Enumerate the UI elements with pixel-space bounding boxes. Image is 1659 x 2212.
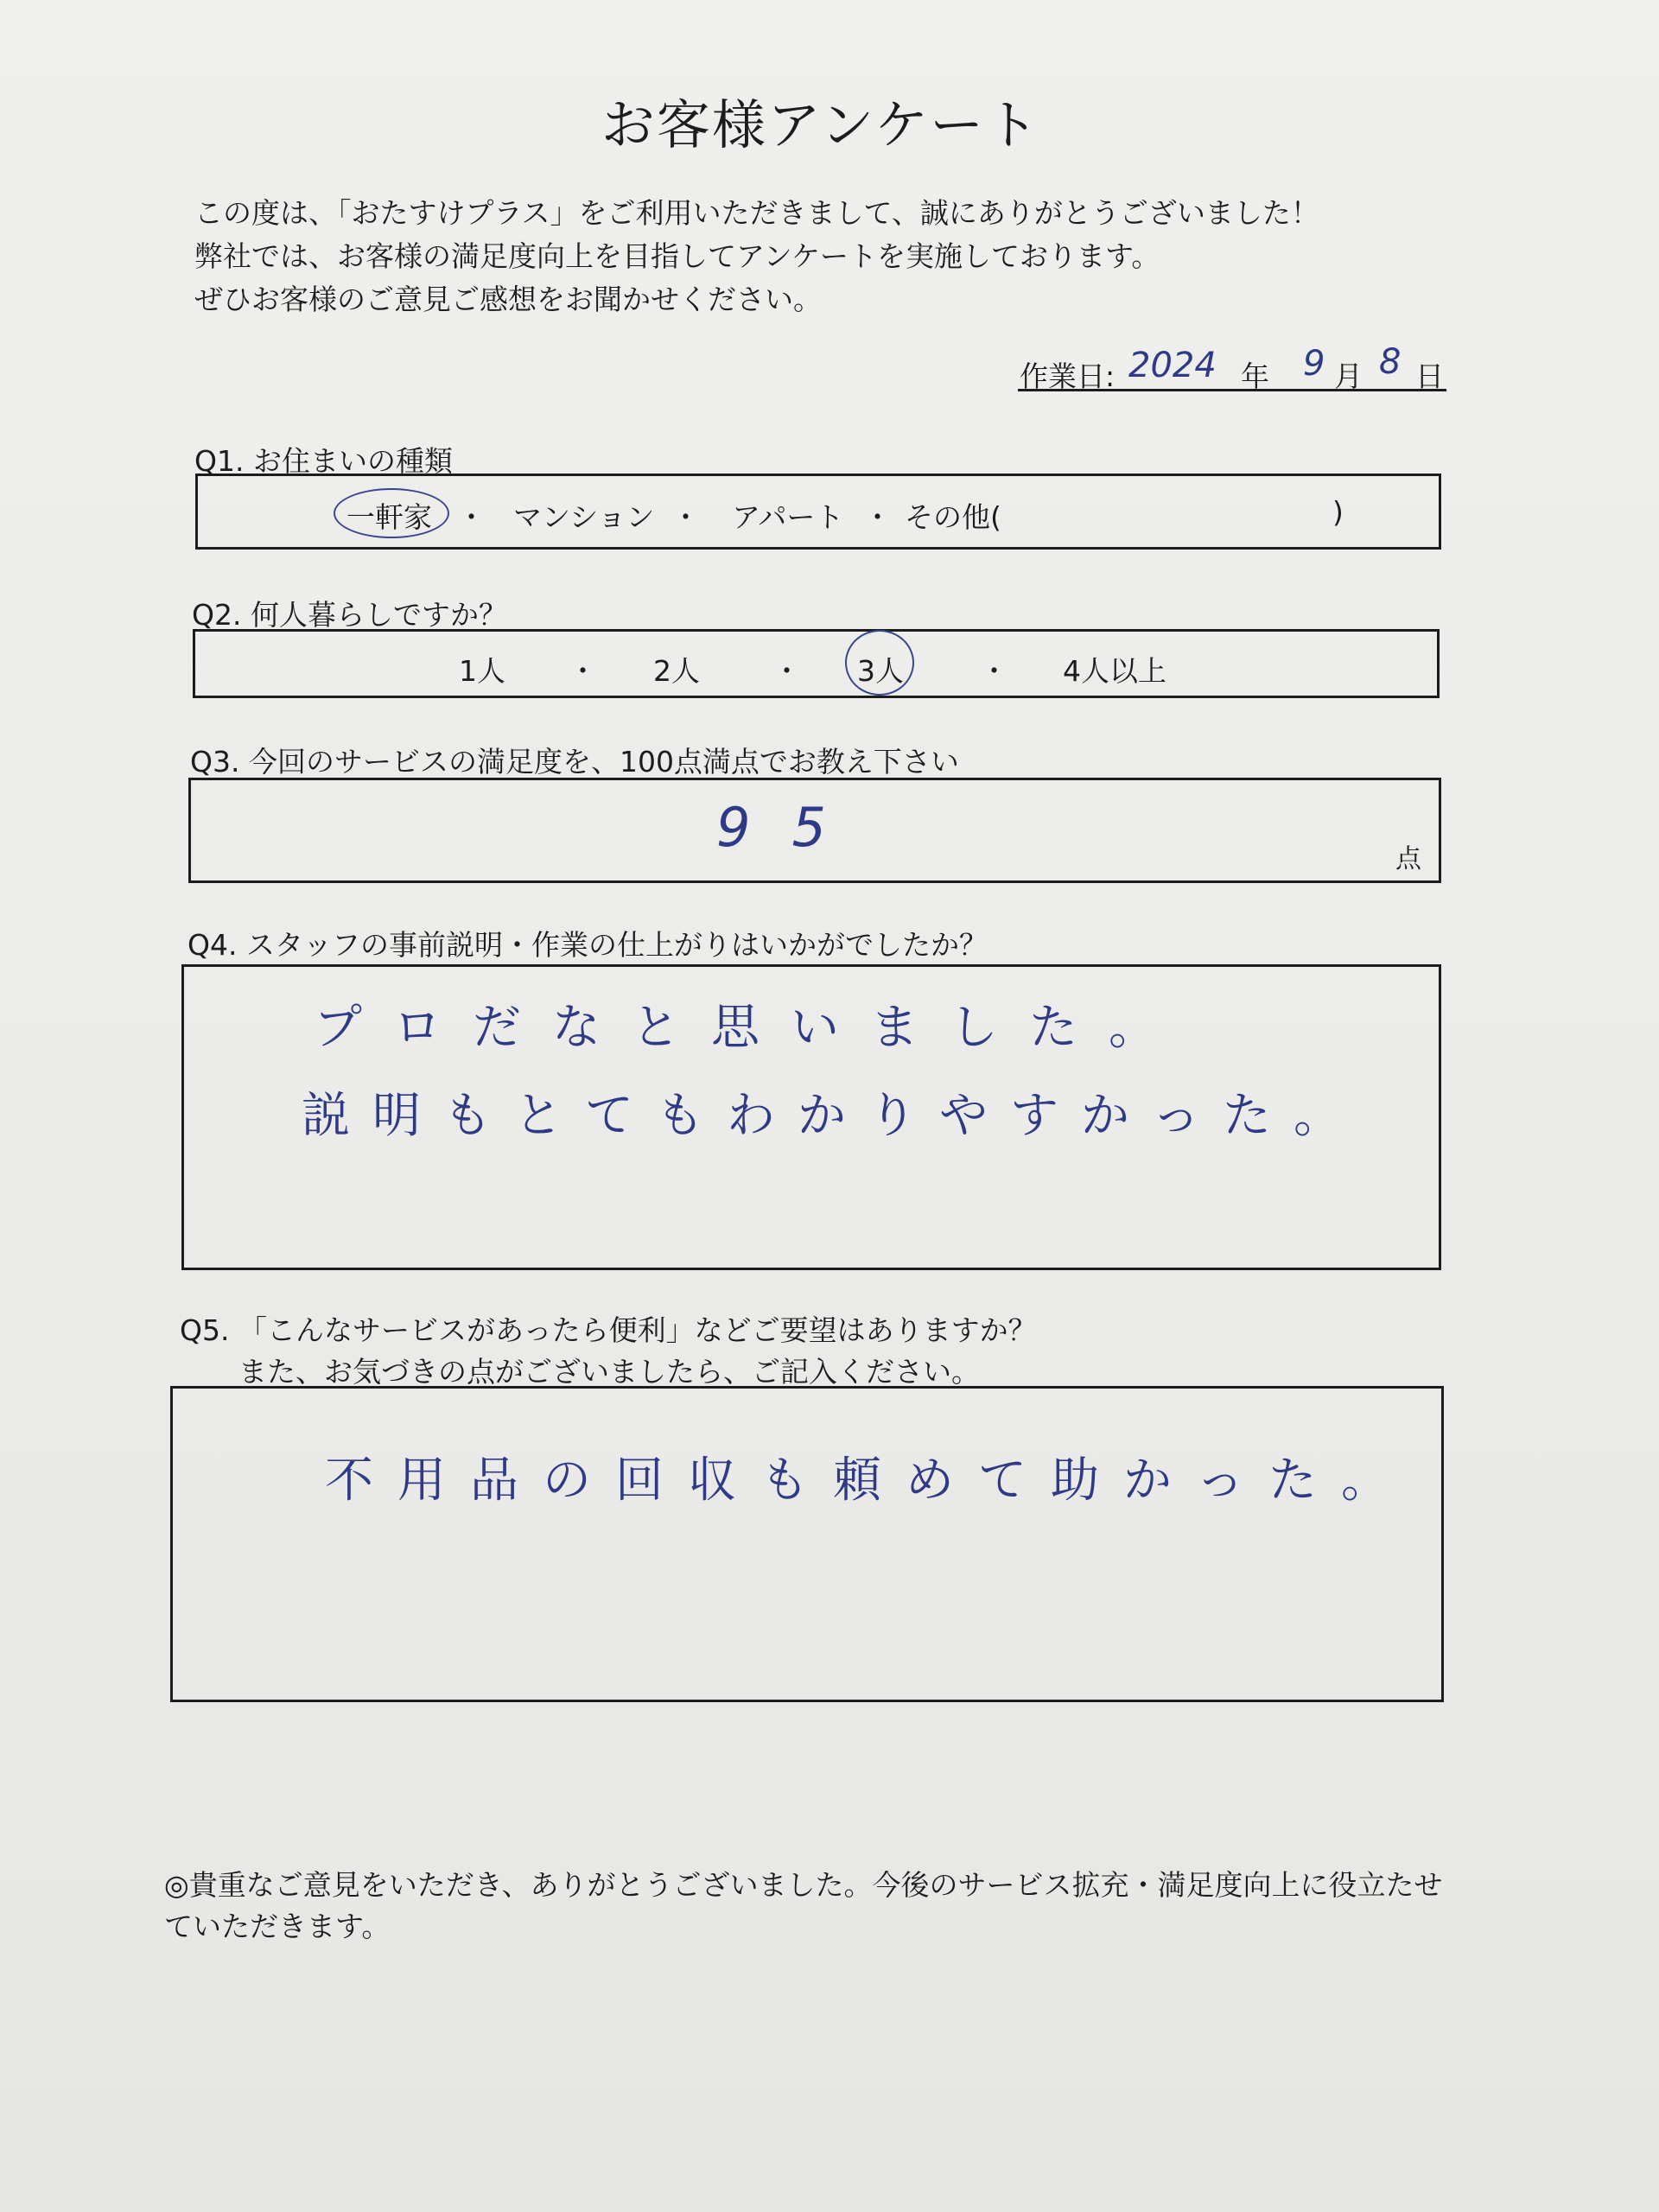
q1-separator: ・ [457,500,486,534]
q4-handwritten-line: 説明もとてもわかりやすかった。 [302,1088,1364,1144]
q2-separator: ・ [980,654,1008,688]
q5-label: Q5. 「こんなサービスがあったら便利」などご要望はありますか？ [180,1313,1037,1347]
q1-other-close-paren: ) [1332,495,1344,529]
q2-option-4-plus[interactable]: 4人以上 [1063,654,1166,688]
work-date-day: 8 [1379,342,1402,382]
q1-option-mansion[interactable]: マンション [513,500,655,534]
q4-answer-box[interactable] [181,964,1441,1270]
work-date-day-unit: 日 [1415,359,1444,393]
q1-option-apartment[interactable]: アパート [732,500,844,534]
intro-line: 弊社では、お客様の満足度向上を目指してアンケートを実施しております。 [194,239,1160,273]
q4-handwritten-line: プロだなと思いました。 [314,1000,1188,1056]
q5-label-sub: また、お気づきの点がございましたら、ご記入ください。 [238,1355,980,1389]
q2-option-3[interactable]: 3人 [857,654,904,688]
intro-text [194,192,1319,321]
q1-separator: ・ [863,500,892,534]
q3-answer-box[interactable] [188,778,1441,883]
work-date-label: 作業日: [1020,359,1116,393]
q2-option-2[interactable]: 2人 [653,654,700,688]
q3-handwritten-score: 95 [716,796,868,859]
intro-line: この度は、「おたすけプラス」をご利用いただきまして、誠にありがとうございました！ [194,196,1319,230]
work-date-year-unit: 年 [1241,359,1269,393]
work-date-month-unit: 月 [1334,359,1363,393]
intro-line: ぜひお客様のご意見ご感想をお聞かせください。 [194,283,822,316]
q1-option-other[interactable]: その他( [905,500,1001,534]
work-date-year: 2024 [1128,346,1217,385]
q2-option-1[interactable]: 1人 [459,654,505,688]
q2-separator: ・ [772,654,801,688]
page-title: お客様アンケート [601,93,1041,156]
q2-label: Q2. 何人暮らしですか？ [192,598,507,632]
q1-option-detached-house[interactable]: 一軒家 [346,500,432,534]
q3-unit: 点 [1395,844,1421,874]
q4-label: Q4. スタッフの事前説明・作業の仕上がりはいかがでしたか？ [188,928,988,962]
q5-handwritten-answer: 不用品の回収も頼めて助かった。 [325,1452,1414,1509]
q1-answer-box [195,474,1441,550]
work-date-month: 9 [1303,344,1325,384]
q1-separator: ・ [671,500,700,534]
q2-answer-box [193,629,1440,698]
q5-answer-box[interactable] [170,1386,1444,1702]
footer-thanks: ◎貴重なご意見をいただき、ありがとうございました。今後のサービス拡充・満足度向上に役立たせていただきます。 [164,1868,1443,1943]
q2-separator: ・ [569,654,597,688]
q1-label: Q1. お住まいの種類 [194,444,453,478]
q3-label: Q3. 今回のサービスの満足度を、100点満点でお教え下さい [190,745,959,779]
work-date [1018,342,1446,393]
